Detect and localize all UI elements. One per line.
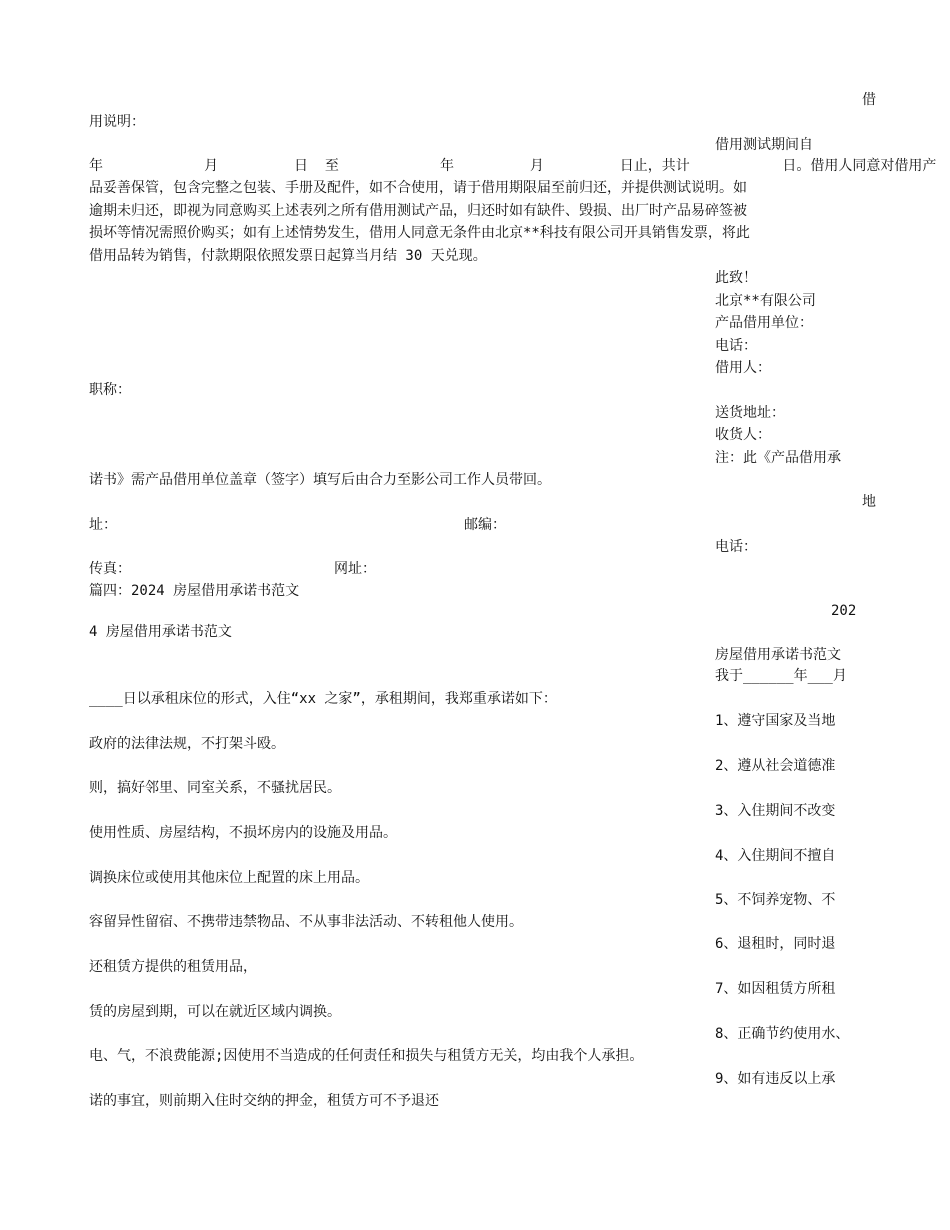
text-line: 5、不饲养宠物、不 bbox=[715, 892, 836, 908]
text-line: 容留异性留宿、不携带违禁物品、不从事非法活动、不转租他人使用。 bbox=[89, 914, 523, 930]
text-line: 电话： bbox=[715, 338, 757, 354]
text-line: 北京**有限公司 bbox=[715, 293, 816, 309]
text-line: 3、入住期间不改变 bbox=[715, 803, 836, 819]
text-line: 诺的事宜，则前期入住时交纳的押金，租赁方可不予退还 bbox=[89, 1093, 439, 1109]
text-line: 使用性质、房屋结构，不损坏房内的设施及用品。 bbox=[89, 825, 397, 841]
text-line: 收货人： bbox=[715, 427, 771, 443]
text-line: 址： bbox=[89, 517, 117, 533]
text-line: 年 月 日 至 年 月 日止，共计 日。借用人同意对借用产 bbox=[89, 158, 937, 174]
text-line: 202 bbox=[831, 603, 857, 619]
text-line: 注：此《产品借用承 bbox=[715, 450, 841, 466]
text-line: 1、遵守国家及当地 bbox=[715, 713, 836, 729]
text-line: 网址： bbox=[334, 561, 376, 577]
text-line: 政府的法律法规，不打架斗殴。 bbox=[89, 736, 285, 752]
text-line: 诺书》需产品借用单位盖章（签字）填写后由合力至影公司工作人员带回。 bbox=[89, 472, 551, 488]
text-line: 7、如因租赁方所租 bbox=[715, 981, 836, 997]
text-line: 传真： bbox=[89, 561, 131, 577]
text-line: 送货地址： bbox=[715, 405, 785, 421]
text-line: 赁的房屋到期，可以在就近区域内调换。 bbox=[89, 1004, 341, 1020]
text-line: 借用人： bbox=[715, 360, 771, 376]
text-line: 我于______年___月 bbox=[715, 668, 847, 684]
text-line: 用说明： bbox=[89, 114, 145, 130]
text-line: 品妥善保管，包含完整之包装、手册及配件，如不合使用，请于借用期限届至前归还，并提供测试说明。如 bbox=[89, 180, 747, 196]
text-line: 4、入住期间不擅自 bbox=[715, 848, 836, 864]
text-line: 房屋借用承诺书范文 bbox=[715, 647, 841, 663]
text-line: 邮编： bbox=[464, 517, 506, 533]
text-line: 调换床位或使用其他床位上配置的床上用品。 bbox=[89, 870, 369, 886]
text-line: 篇四：2024 房屋借用承诺书范文 bbox=[89, 583, 300, 599]
text-line: 则，搞好邻里、同室关系，不骚扰居民。 bbox=[89, 780, 341, 796]
text-line: 借用测试期间自 bbox=[715, 137, 813, 153]
text-line: 8、正确节约使用水、 bbox=[715, 1026, 850, 1042]
text-line: 6、退租时，同时退 bbox=[715, 936, 836, 952]
text-line: 产品借用单位： bbox=[715, 315, 813, 331]
text-line: 2、遵从社会道德准 bbox=[715, 758, 836, 774]
text-line: 逾期未归还，即视为同意购买上述表列之所有借用测试产品，归还时如有缺件、毁损、出厂时产品易碎签被 bbox=[89, 203, 747, 219]
text-line: 借 bbox=[862, 92, 876, 108]
text-line: 9、如有违反以上承 bbox=[715, 1071, 836, 1087]
text-line: 地 bbox=[862, 494, 876, 510]
text-line: 4 房屋借用承诺书范文 bbox=[89, 624, 232, 640]
text-line: 电话： bbox=[715, 539, 757, 555]
text-line: ____日以承租床位的形式，入住“xx 之家”，承租期间，我郑重承诺如下： bbox=[89, 691, 557, 707]
text-line: 电、气，不浪费能源;因使用不当造成的任何责任和损失与租赁方无关，均由我个人承担。 bbox=[89, 1048, 644, 1064]
text-line: 还租赁方提供的租赁用品， bbox=[89, 959, 257, 975]
text-line: 借用品转为销售，付款期限依照发票日起算当月结 30 天兑现。 bbox=[89, 248, 487, 264]
text-line: 职称： bbox=[89, 382, 131, 398]
text-line: 损坏等情况需照价购买；如有上述情势发生，借用人同意无条件由北京**科技有限公司开具销售发票，将此 bbox=[89, 225, 750, 241]
text-line: 此致！ bbox=[715, 270, 757, 286]
